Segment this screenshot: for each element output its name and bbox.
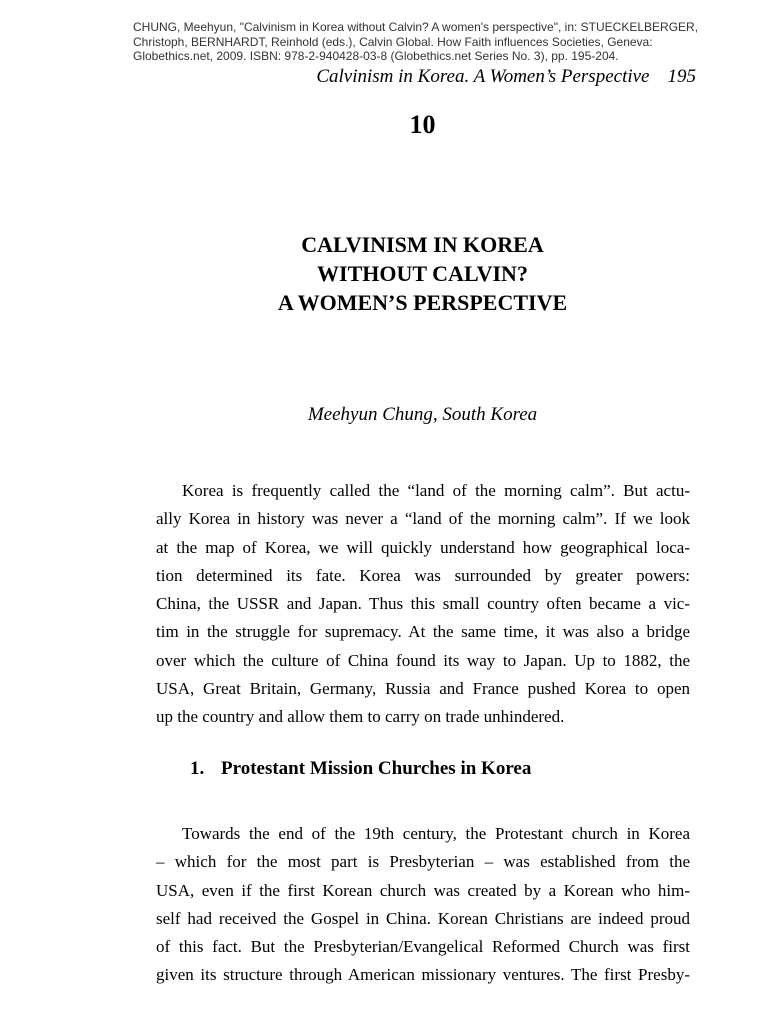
paragraph-line: USA, Great Britain, Germany, Russia and France pushed Korea to open bbox=[156, 679, 690, 699]
paragraph-line: of this fact. But the Presbyterian/Evangelical Reformed Church was first bbox=[156, 937, 690, 957]
chapter-number: 10 bbox=[409, 110, 436, 139]
author-byline: Meehyun Chung, South Korea bbox=[307, 404, 538, 425]
running-header-title: Calvinism in Korea. A Women’s Perspective bbox=[316, 66, 650, 87]
citation-line: Globethics.net, 2009. ISBN: 978-2-940428-03-8 (Globethics.net Series No. 3), pp. 195-204. bbox=[133, 49, 619, 63]
chapter-title-line: WITHOUT CALVIN? bbox=[317, 261, 528, 286]
section-heading bbox=[190, 758, 531, 780]
paragraph-line: given its structure through American missionary ventures. The first Presby- bbox=[156, 965, 690, 985]
paragraph-line: USA, even if the first Korean church was created by a Korean who him- bbox=[156, 880, 690, 900]
page-number: 195 bbox=[667, 66, 696, 87]
running-header bbox=[0, 66, 696, 88]
paragraph-line: – which for the most part is Presbyterian – was established from the bbox=[156, 852, 690, 872]
paragraph-line: self had received the Gospel in China. Korean Christians are indeed proud bbox=[156, 908, 690, 928]
chapter-title-line: CALVINISM IN KOREA bbox=[301, 232, 544, 257]
citation-block bbox=[133, 20, 763, 64]
citation-line: Christoph, BERNHARDT, Reinhold (eds.), Calvin Global. How Faith influences Societies, Geneva: bbox=[133, 34, 653, 49]
paragraph-line: ally Korea in history was never a “land of the morning calm”. If we look bbox=[156, 509, 690, 529]
chapter-title bbox=[0, 230, 768, 317]
citation-line: CHUNG, Meehyun, "Calvinism in Korea without Calvin? A women's perspective", in: STUECKELBERGER, bbox=[133, 20, 699, 34]
paragraph-line: China, the USSR and Japan. Thus this small country often became a vic- bbox=[156, 594, 690, 614]
paragraph-line: up the country and allow them to carry on trade unhindered. bbox=[156, 707, 565, 727]
chapter-title-line: A WOMEN’S PERSPECTIVE bbox=[277, 290, 568, 315]
section-number: 1. bbox=[190, 758, 205, 779]
paragraph-line: Towards the end of the 19th century, the Protestant church in Korea bbox=[182, 824, 690, 843]
paragraph-line: tim in the struggle for supremacy. At the same time, it was also a bridge bbox=[156, 622, 690, 642]
paragraph-line: at the map of Korea, we will quickly understand how geographical loca- bbox=[156, 537, 690, 557]
section-title: Protestant Mission Churches in Korea bbox=[221, 758, 532, 779]
body-paragraph bbox=[156, 820, 690, 990]
paragraph-line: tion determined its fate. Korea was surrounded by greater powers: bbox=[156, 565, 690, 585]
paragraph-line: Korea is frequently called the “land of the morning calm”. But actu- bbox=[182, 481, 690, 500]
paragraph-line: over which the culture of China found its way to Japan. Up to 1882, the bbox=[156, 650, 690, 670]
body-paragraph bbox=[156, 477, 690, 732]
